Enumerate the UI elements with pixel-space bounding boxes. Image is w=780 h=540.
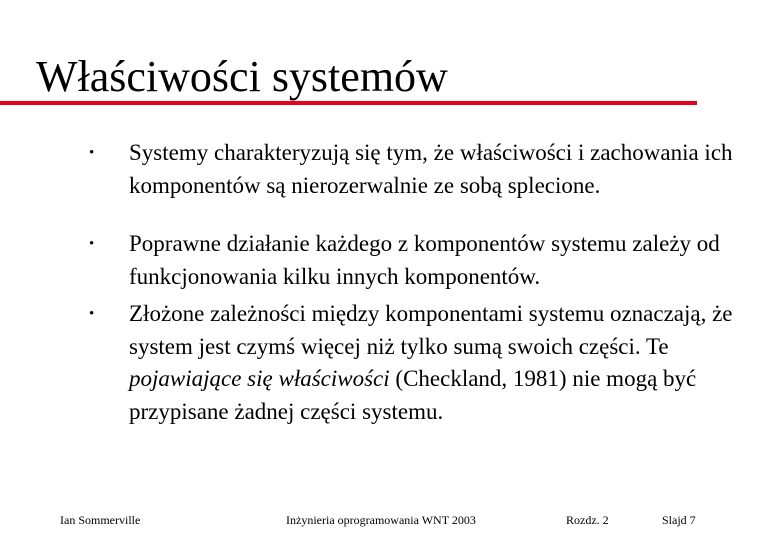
footer-course: Inżynieria oprogramowania WNT 2003 <box>286 513 476 527</box>
footer-slide-number: Slajd 7 <box>662 513 696 527</box>
bullet-text-before: Złożone zależności między komponentami systemu oznaczają, że system jest czymś więcej niż tylko sumą swoich części. Te <box>129 301 733 359</box>
bullet-dot-icon: • <box>89 145 95 161</box>
slide-title: Właściwości systemów <box>36 52 448 101</box>
bullet-text-emphasis: pojawiające się właściwości <box>129 366 390 391</box>
bullet-dot-icon: • <box>89 306 95 322</box>
bullet-dot-icon: • <box>89 236 95 252</box>
footer-chapter: Rozdz. 2 <box>566 513 609 527</box>
bullet-text: Poprawne działanie każdego z komponentów systemu zależy od funkcjonowania kilku innych komponentów. <box>129 231 720 289</box>
bullet-text <box>129 298 754 428</box>
footer-author: Ian Sommerville <box>60 513 141 527</box>
bullet-text-after: (Checkland, 1981) nie mogą być przypisane żadnej części systemu. <box>129 366 697 424</box>
bullet-text: Systemy charakteryzują się tym, że właściwości i zachowania ich komponentów są nierozerwalnie ze sobą splecione. <box>129 140 733 198</box>
